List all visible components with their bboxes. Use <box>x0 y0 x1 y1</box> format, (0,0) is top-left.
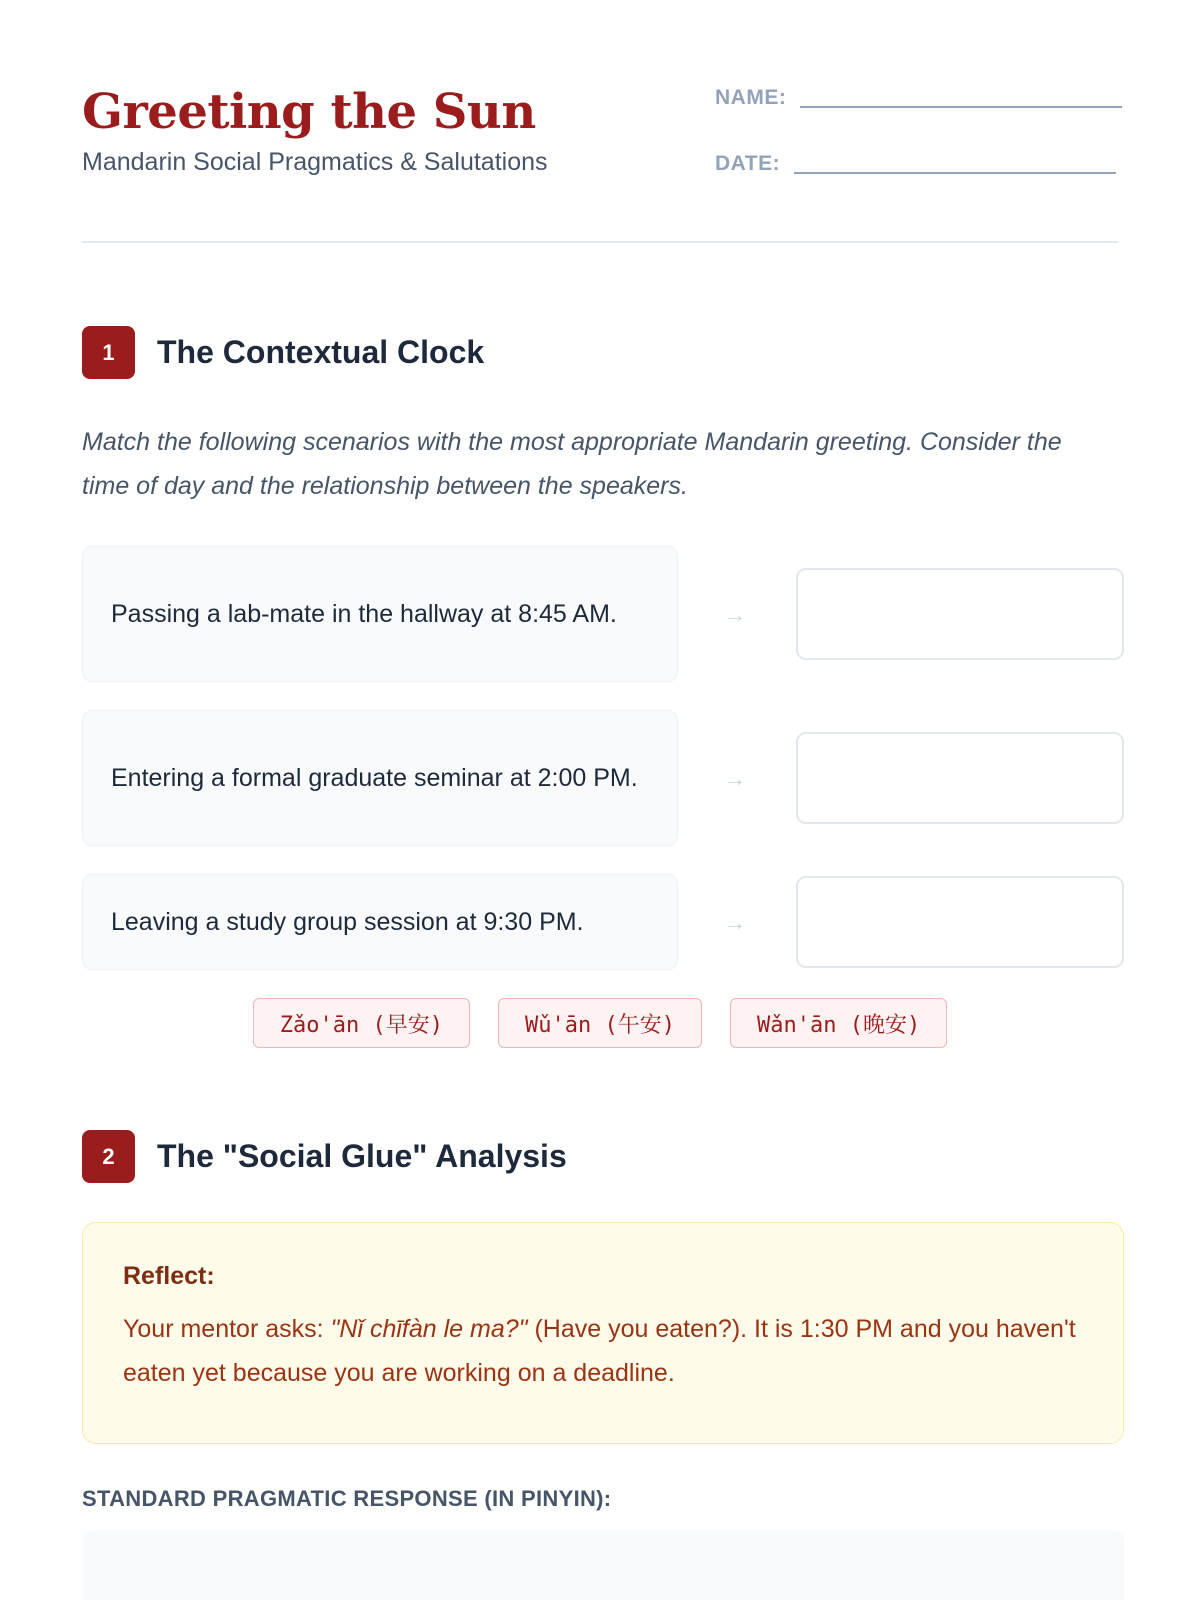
section-1-heading <box>82 326 484 379</box>
response-label: STANDARD PRAGMATIC RESPONSE (IN PINYIN): <box>82 1486 612 1511</box>
section-2-number-badge: 2 <box>82 1130 135 1183</box>
greeting-options <box>0 998 1200 1048</box>
arrow-icon: → <box>724 910 746 935</box>
date-line[interactable] <box>794 152 1116 174</box>
name-field-row <box>715 84 1122 112</box>
scenario-card <box>82 710 678 846</box>
reflect-suffix: (Have you eaten?). It is 1:30 PM and you haven't eaten yet because you are working on a deadline. <box>123 1315 1076 1387</box>
section-1-instructions: Match the following scenarios with the most appropriate Mandarin greeting. Consider the time of day and the relationship between the speakers. <box>82 428 1062 500</box>
answer-box[interactable] <box>796 568 1124 660</box>
date-field-row <box>715 150 1116 178</box>
section-1-title: The Contextual Clock <box>157 334 485 370</box>
scenario-text: Entering a formal graduate seminar at 2:00 PM. <box>111 764 638 792</box>
answer-box[interactable] <box>796 876 1124 968</box>
worksheet-header <box>82 0 1118 243</box>
worksheet-title: Greeting the Sun <box>82 84 536 140</box>
answer-box[interactable] <box>796 732 1124 824</box>
reflect-text <box>123 1307 1083 1395</box>
greeting-option-chip[interactable]: Wǎn'ān (晚安) <box>730 998 947 1048</box>
response-answer-area[interactable] <box>82 1530 1124 1600</box>
scenario-card <box>82 546 678 682</box>
reflect-callout <box>82 1222 1124 1444</box>
name-line[interactable] <box>800 86 1122 108</box>
scenario-text: Passing a lab-mate in the hallway at 8:45 AM. <box>111 600 617 628</box>
reflect-prefix: Your mentor asks: <box>123 1315 331 1343</box>
scenario-text: Leaving a study group session at 9:30 PM. <box>111 908 584 936</box>
reflect-quote: "Nǐ chīfàn le ma?" <box>330 1315 528 1343</box>
reflect-label: Reflect: <box>123 1262 215 1290</box>
greeting-option-chip[interactable]: Zǎo'ān (早安) <box>253 998 470 1048</box>
section-2-heading <box>82 1130 567 1183</box>
section-1-number-badge: 1 <box>82 326 135 379</box>
arrow-icon: → <box>724 766 746 791</box>
greeting-option-chip[interactable]: Wǔ'ān (午安) <box>498 998 702 1048</box>
arrow-icon: → <box>724 602 746 627</box>
worksheet-subtitle: Mandarin Social Pragmatics & Salutations <box>82 148 548 176</box>
date-label: DATE: <box>715 152 781 175</box>
scenario-card <box>82 874 678 970</box>
name-label: NAME: <box>715 86 787 109</box>
section-2-title: The "Social Glue" Analysis <box>157 1138 567 1174</box>
